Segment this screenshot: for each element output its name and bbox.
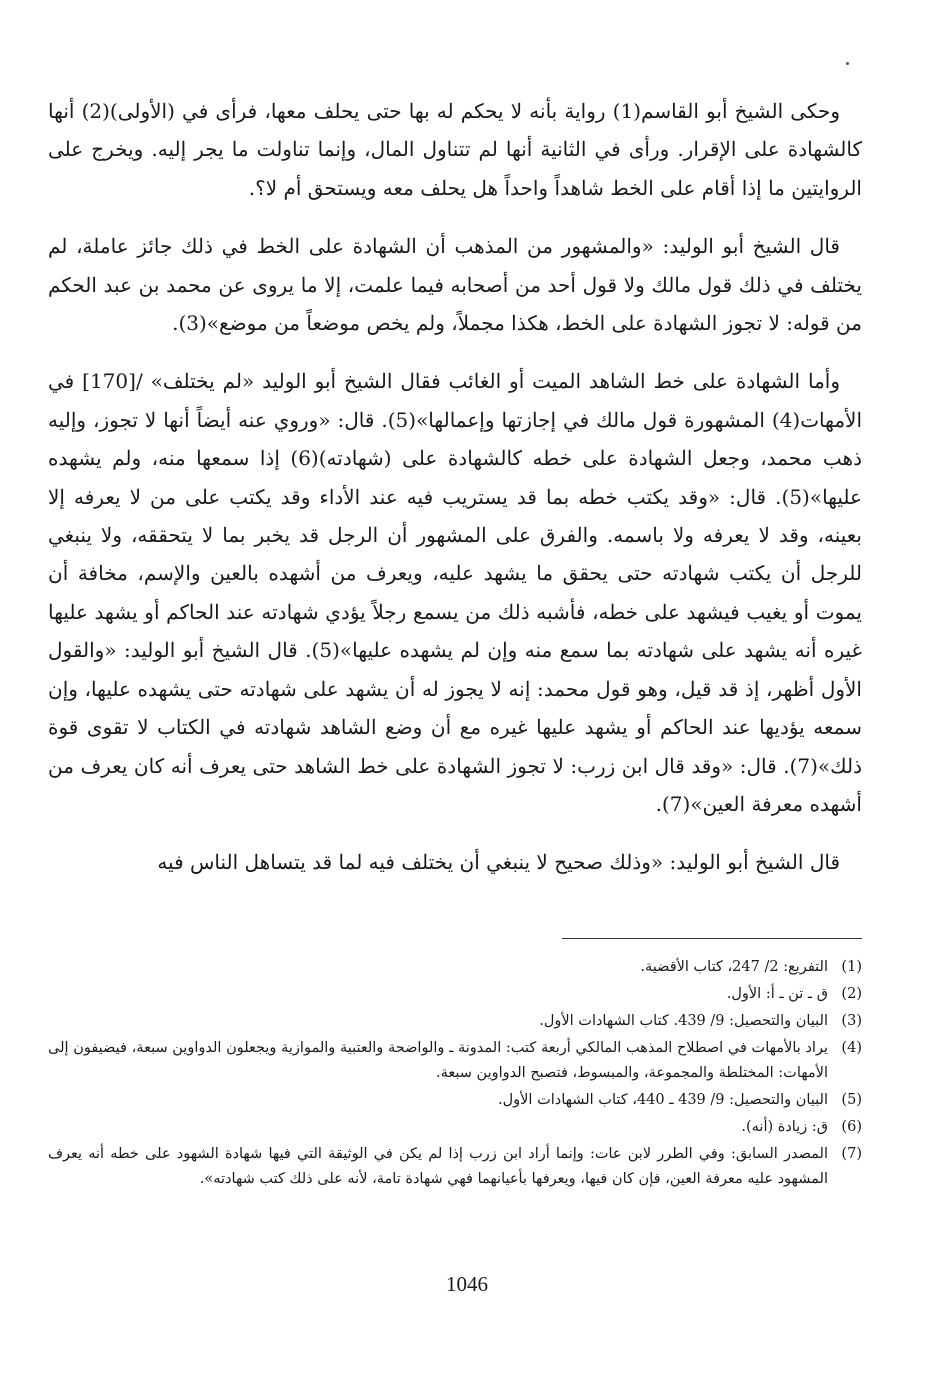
footnote-7 [48, 1142, 862, 1192]
footnote-number: (1) [841, 959, 862, 975]
footnote-text: التفريع: 2/ 247، كتاب الأقضية. [640, 959, 828, 975]
footnote-text: البيان والتحصيل: 9/ 439. كتاب الشهادات الأول. [539, 1013, 828, 1029]
footnote-5 [48, 1088, 862, 1113]
footnote-1 [48, 955, 862, 980]
footnote-number: (6) [841, 1119, 862, 1135]
paragraph-4: قال الشيخ أبو الوليد: «وذلك صحيح لا ينبغي أن يختلف فيه لما قد يتساهل الناس فيه [157, 850, 840, 875]
footnote-2 [48, 982, 862, 1007]
paragraph-3: وأما الشهادة على خط الشاهد الميت أو الغائب فقال الشيخ أبو الوليد «لم يختلف» /[170] في الأمهات(4) المشهورة قول مالك في إجازتها وإعمالها»(5). قال: «وروي عنه أيضاً أنها لا تجوز، وإليه ذهب محمد، وجعل الشهادة على خطه كالشهادة على (شهادته)(6) إذا سمعها منه، ولم يشهده عليها»(5). قال: «وقد يكتب خطه بما قد يستريب فيه عند الأداء وقد يكتب على من لا يعرفه إلا بعينه، وقد لا يعرفه ولا باسمه. والفرق على المشهور أن الرجل قد يخبر بما لا يتحققه، ولا ينبغي للرجل أن يكتب شهادته حتى يحقق ما يشهد عليه، ويعرف من أشهده بالعين والإسم، مخافة أن يموت أو يغيب فيشهد على خطه، فأشبه ذلك من يسمع رجلاً يؤدي شهادته عند الحاكم أو يشهد عليها غيره أنه يشهد على شهادته بما سمع منه وإن لم يشهده عليها»(5). قال الشيخ أبو الوليد: «والقول الأول أظهر، إذ قد قيل، وهو قول محمد: إنه لا يجوز له أن يشهد على شهادته حتى يشهده عليها، وإن سمعه يؤديها عند الحاكم أو يشهد عليها غيره مع أن وضع الشاهد شهادته في الكتاب لا تقوى قوة ذلك»(7). قال: «وقد قال ابن زرب: لا تجوز الشهادة على خط الشاهد حتى يعرف أنه كان يعرف من أشهده معرفة العين»(7). [48, 369, 863, 816]
paragraph-2: قال الشيخ أبو الوليد: «والمشهور من المذهب أن الشهادة على الخط في ذلك جائز عاملة، لم يختلف في ذلك قول مالك ولا قول أحد من أصحابه فيما علمت، إلا ما يروى عن محمد بن عبد الحكم من قوله: لا تجوز الشهادة على الخط، هكذا مجملاً، ولم يخص موضعاً من موضع»(3). [48, 234, 862, 336]
footnote-number: (5) [841, 1092, 862, 1108]
footnote-text: المصدر السابق: وفي الطرر لابن عات: وإنما أراد ابن زرب إذا لم يكن في الوثيقة التي فيها شهادة الشهود على خطه أنه يعرف المشهود عليه معرفة العين، فإن كان فيها، ويعرفها بأعيانهما فهي شهادة تامة، لأنه على ذلك كتب شهادته». [48, 1146, 828, 1187]
footnote-6 [48, 1115, 862, 1140]
footnote-3 [48, 1009, 862, 1034]
main-text [48, 92, 862, 882]
footnote-text: ق: زيادة (أنه). [741, 1119, 828, 1135]
footnote-text: ق ـ تن ـ أ: الأول. [726, 986, 828, 1002]
page-number: 1046 [446, 1272, 488, 1296]
footnote-4 [48, 1036, 862, 1086]
footnote-number: (7) [841, 1146, 862, 1162]
footnote-number: (3) [841, 1013, 862, 1029]
footnote-text: البيان والتحصيل: 9/ 439 ـ 440، كتاب الشهادات الأول. [498, 1092, 828, 1108]
footnote-number: (2) [841, 986, 862, 1002]
footnotes [48, 955, 862, 1194]
paragraph-1: وحكى الشيخ أبو القاسم(1) رواية بأنه لا يحكم له بها حتى يحلف معها، فرأى في (الأولى)(2) أنها كالشهادة على الإقرار. ورأى في الثانية أنها لم تتناول المال، وإنما تناولت ما يجر إليه. ويخرج على الروايتين ما إذا أقام على الخط شاهداً واحداً هل يحلف معه ويستحق أم لا؟. [48, 99, 862, 200]
footnote-text: يراد بالأمهات في اصطلاح المذهب المالكي أربعة كتب: المدونة ـ والواضحة والعتبية والموازية ويجعلون الدواوين سبعة، فيضيفون إلى الأمهات: المختلطة والمجموعة، والمبسوط، فتصبح الدواوين سبعة. [48, 1040, 828, 1081]
scan-speck [846, 62, 849, 65]
footnote-number: (4) [841, 1040, 862, 1056]
footnote-separator [562, 938, 862, 939]
